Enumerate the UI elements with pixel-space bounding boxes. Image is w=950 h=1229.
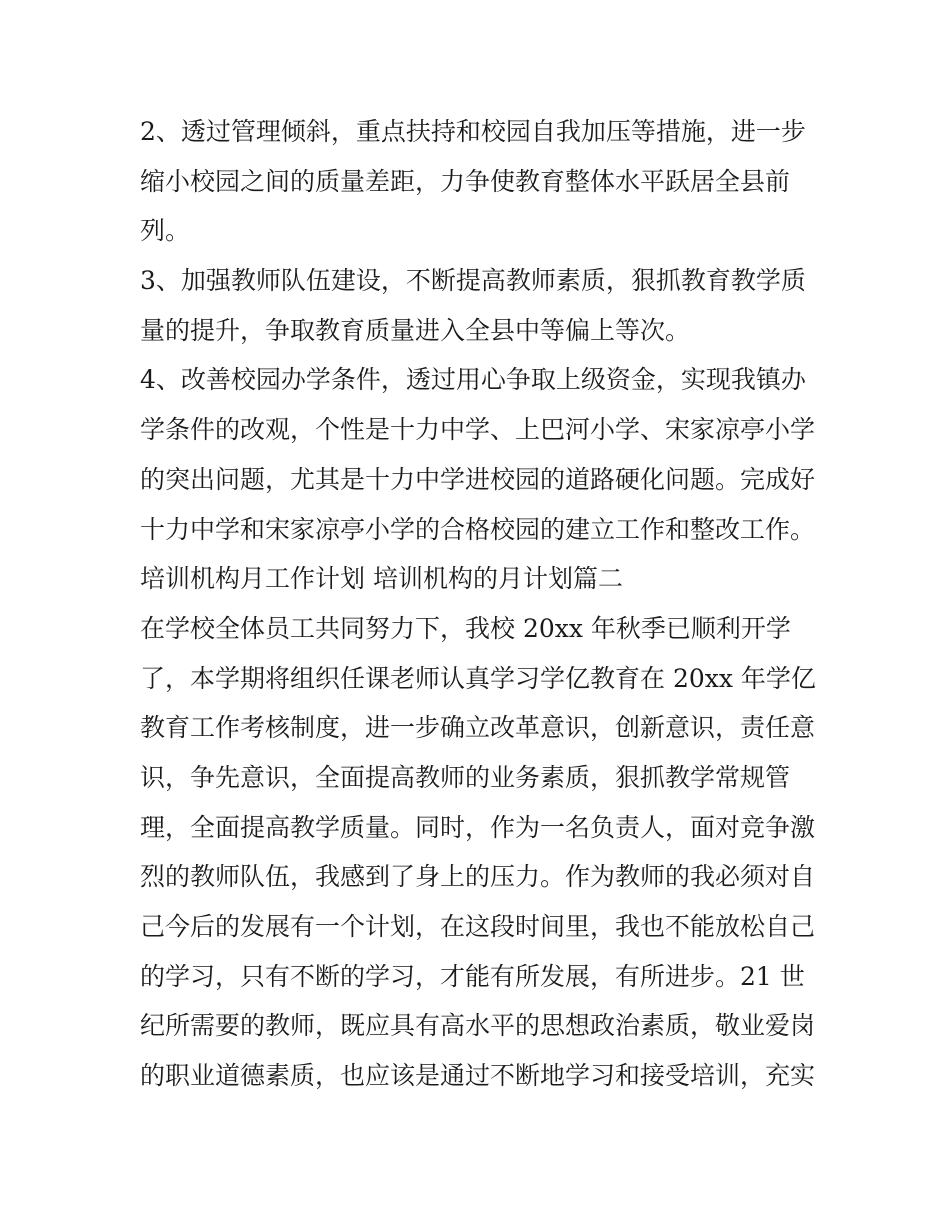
text-line: 十力中学和宋家凉亭小学的合格校园的建立工作和整改工作。 (140, 514, 816, 544)
text-line: 4、改善校园办学条件，透过用心争取上级资金，实现我镇办 (140, 365, 806, 395)
document-body (140, 107, 820, 1101)
text-line: 纪所需要的教师，既应具有高水平的思想政治素质，敬业爱岗 (140, 1011, 816, 1041)
section-heading: 培训机构月工作计划 培训机构的月计划篇二 (140, 564, 623, 594)
text-line: 3、加强教师队伍建设，不断提高教师素质，狠抓教育教学质 (140, 266, 806, 296)
text-line: 学条件的改观，个性是十力中学、上巴河小学、宋家凉亭小学 (140, 415, 816, 445)
text-line: 己今后的发展有一个计划，在这段时间里，我也不能放松自己 (140, 912, 816, 941)
text-line: 量的提升，争取教育质量进入全县中等偏上等次。 (140, 315, 691, 345)
text-line: 的突出问题，尤其是十力中学进校园的道路硬化问题。完成好 (140, 464, 816, 494)
text-line: 的职业道德素质，也应该是通过不断地学习和接受培训，充实 (140, 1061, 816, 1091)
text-line: 教育工作考核制度，进一步确立改革意识，创新意识，责任意 (140, 713, 816, 743)
text-line: 在学校全体员工共同努力下，我校 20xx 年秋季已顺利开学 (140, 613, 791, 643)
text-line: 缩小校园之间的质量差距，力争使教育整体水平跃居全县前 (140, 166, 791, 196)
text-line: 列。 (140, 216, 191, 246)
text-line: 烈的教师队伍，我感到了身上的压力。作为教师的我必须对自 (140, 862, 816, 892)
text-line: 2、透过管理倾斜，重点扶持和校园自我加压等措施，进一步 (140, 117, 806, 146)
text-line: 了，本学期将组织任课老师认真学习学亿教育在 20xx 年学亿 (140, 663, 816, 693)
text-line: 识，争先意识，全面提高教师的业务素质，狠抓教学常规管 (140, 762, 791, 792)
text-line: 理，全面提高教学质量。同时，作为一名负责人，面对竞争激 (140, 812, 816, 842)
text-line: 的学习，只有不断的学习，才能有所发展，有所进步。21 世 (140, 961, 805, 991)
